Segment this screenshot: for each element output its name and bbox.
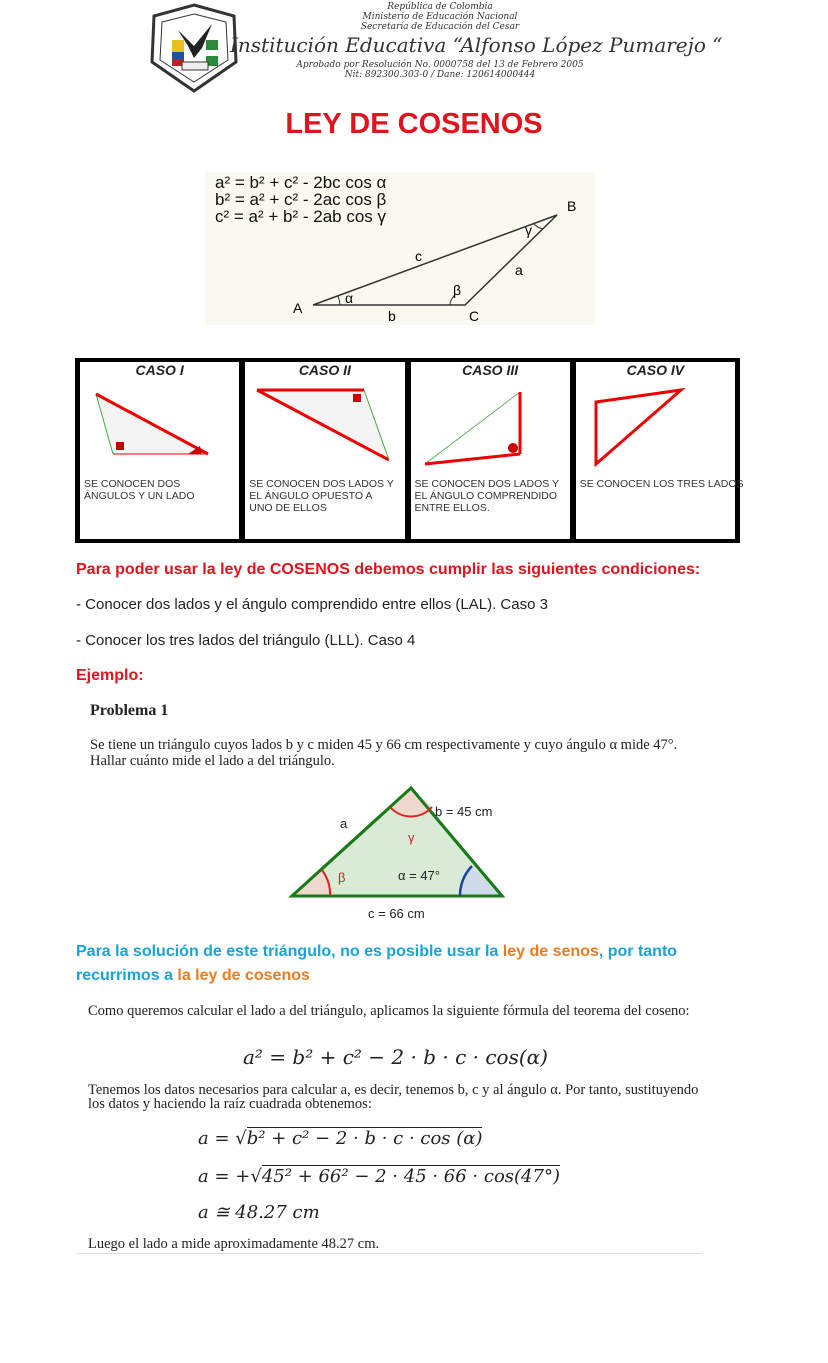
divider	[76, 1253, 702, 1254]
header-republic: República de Colombia	[387, 2, 493, 12]
case-4	[576, 362, 744, 539]
side-a: a	[515, 262, 523, 278]
case-text: SE CONOCEN DOS LADOS Y EL ÁNGULO COMPRENDIDO ENTRE ELLOS.	[414, 478, 559, 514]
problem-text: Se tiene un triángulo cuyos lados b y c miden 45 y 66 cm respectivamente y cuyo ángulo α mide 47°. Hallar cuánto mide el lado a del triángulo.	[90, 737, 678, 769]
beta-label: β	[338, 870, 346, 885]
condition-2: - Conocer los tres lados del triángulo (LLL). Caso 4	[76, 632, 416, 649]
page-title: LEY DE COSENOS	[285, 108, 543, 140]
angle-alpha: α	[345, 290, 354, 306]
solution-heading	[76, 940, 716, 988]
case-title: CASO III	[462, 362, 519, 378]
equation-1: a² = b² + c² − 2 · b · c · cos(α)	[243, 1045, 548, 1069]
vertex-B: B	[567, 198, 577, 214]
case-title: CASO IV	[626, 362, 685, 378]
conditions-heading: Para poder usar la ley de COSENOS debemos cumplir las siguientes condiciones:	[76, 561, 701, 578]
case-1-triangle	[88, 384, 218, 464]
header-nit: Nit: 892300.303-0 / Dane: 120614000444	[344, 70, 536, 80]
case-text: SE CONOCEN DOS LADOS Y EL ÁNGULO OPUESTO A UNO DE ELLOS	[249, 478, 394, 514]
equation-4: a ≅ 48.27 cm	[198, 1202, 320, 1223]
explanation-2: Tenemos los datos necesarios para calcular a, es decir, tenemos b, c y al ángulo α. Por tanto, sustituyendo los datos y haciendo la raíz cuadrada obtenemos:	[88, 1082, 699, 1112]
header-resolution: Aprobado por Resolución No. 0000758 del 13 de Febrero 2005	[296, 60, 584, 70]
gamma-label: γ	[408, 830, 415, 845]
law-of-sines-link[interactable]: ley de senos	[502, 943, 599, 960]
case-1	[80, 362, 239, 539]
angle-beta: β	[453, 282, 462, 298]
vertex-A: A	[293, 300, 303, 316]
problem-triangle	[280, 780, 520, 925]
side-a-label: a	[340, 816, 348, 831]
eq2-radicand: b² + c² − 2 · b · c · cos (α)	[246, 1128, 483, 1149]
formula-a: a² = b² + c² - 2bc cos α	[215, 173, 387, 192]
case-2-triangle	[249, 382, 399, 467]
case-title: CASO II	[298, 362, 351, 378]
cases-table	[75, 358, 744, 543]
institution-name: Institución Educativa “Alfonso López Pumarejo “	[230, 33, 723, 57]
case-2	[245, 362, 404, 539]
case-title: CASO I	[135, 362, 184, 378]
law-of-cosines-link[interactable]: la ley de cosenos	[177, 967, 310, 984]
condition-1: - Conocer dos lados y el ángulo comprendido entre ellos (LAL). Caso 3	[76, 596, 548, 613]
solution-text-2: , por tanto recurrimos a	[76, 943, 678, 984]
example-heading: Ejemplo:	[76, 667, 144, 684]
vertex-C: C	[469, 308, 480, 324]
eq2-lhs: a =	[198, 1128, 236, 1149]
angle-gamma: γ	[525, 222, 532, 238]
header-secretary: Secretaría de Educación del Cesar	[360, 22, 520, 32]
case-4-triangle	[586, 382, 696, 472]
case-text: SE CONOCEN LOS TRES LADOS	[579, 478, 744, 490]
header-ministry: Ministerio de Educación Nacional	[362, 12, 518, 22]
eq3-lhs: a = +	[198, 1166, 251, 1187]
side-c: c	[415, 248, 422, 264]
case-text: SE CONOCEN DOS ÁNGULOS Y UN LADO	[84, 478, 195, 502]
equation-2: a = √b² + c² − 2 · b · c · cos (α)	[198, 1128, 483, 1149]
explanation-1: Como queremos calcular el lado a del triángulo, aplicamos la siguiente fórmula del teorema del coseno:	[88, 1003, 690, 1019]
formula-c: c² = a² + b² - 2ab cos γ	[215, 207, 387, 226]
conclusion: Luego el lado a mide aproximadamente 48.27 cm.	[88, 1236, 380, 1252]
eq3-radicand: 45² + 66² − 2 · 45 · 66 · cos(47°)	[261, 1166, 560, 1187]
case-3	[411, 362, 570, 539]
reference-triangle	[285, 195, 595, 325]
formula-b: b² = a² + c² - 2ac cos β	[215, 190, 387, 209]
side-b-label: b = 45 cm	[435, 804, 493, 819]
solution-text-1: Para la solución de este triángulo, no es posible usar la	[76, 943, 503, 960]
problem-title: Problema 1	[90, 702, 169, 719]
side-b: b	[388, 308, 396, 324]
case-3-triangle	[415, 382, 565, 472]
school-logo	[148, 2, 240, 94]
equation-3: a = +√45² + 66² − 2 · 45 · 66 · cos(47°)	[198, 1166, 560, 1187]
side-c-label: c = 66 cm	[368, 906, 425, 921]
alpha-label: α = 47°	[398, 868, 440, 883]
